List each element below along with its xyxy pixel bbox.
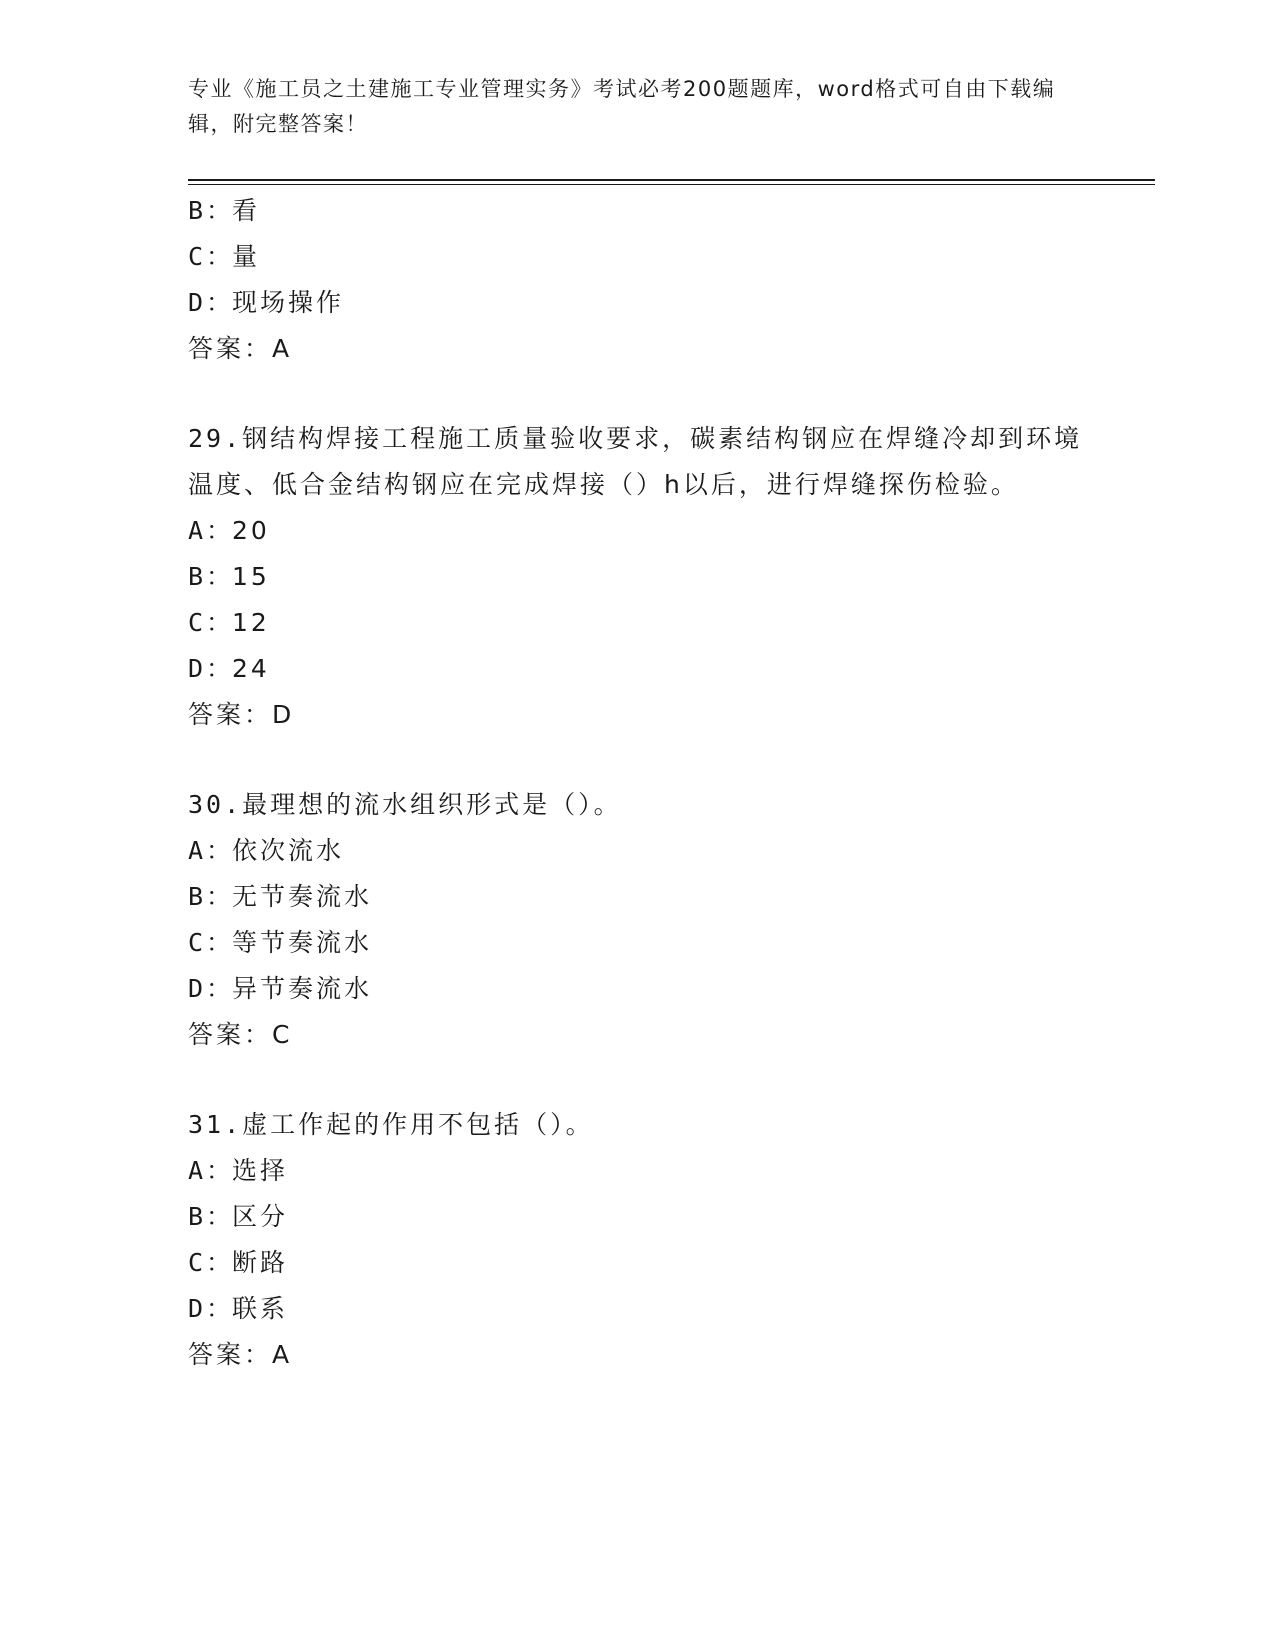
carryover-question <box>188 188 1088 372</box>
option-text: 无节奏流水 <box>232 882 373 911</box>
option-key: C： <box>188 608 235 637</box>
option-row <box>188 280 1088 326</box>
answer-row <box>188 692 1088 738</box>
option-row <box>188 1194 1088 1240</box>
question-text <box>188 1102 1088 1148</box>
option-row <box>188 828 1088 874</box>
option-text: 选择 <box>232 1156 289 1185</box>
option-text: 20 <box>232 516 270 545</box>
option-text: 看 <box>232 196 261 225</box>
option-key: B： <box>188 562 235 591</box>
option-key: B： <box>188 882 235 911</box>
option-key: D： <box>188 1294 235 1323</box>
spacer <box>188 372 1088 416</box>
option-key: B： <box>188 196 235 225</box>
answer-row <box>188 326 1088 372</box>
answer-value: A <box>272 1340 293 1369</box>
header-divider-thin <box>188 184 1155 185</box>
question-text <box>188 416 1088 508</box>
option-row <box>188 554 1088 600</box>
answer-value: A <box>272 334 293 363</box>
answer-row <box>188 1332 1088 1378</box>
option-key: C： <box>188 928 235 957</box>
answer-label: 答案： <box>188 1020 273 1049</box>
option-key: B： <box>188 1202 235 1231</box>
question-29 <box>188 416 1088 738</box>
answer-label: 答案： <box>188 334 273 363</box>
option-text: 等节奏流水 <box>232 928 373 957</box>
option-text: 依次流水 <box>232 836 345 865</box>
option-row <box>188 508 1088 554</box>
spacer <box>188 738 1088 782</box>
option-text: 量 <box>232 242 261 271</box>
option-row <box>188 1148 1088 1194</box>
option-row <box>188 234 1088 280</box>
option-text: 异节奏流水 <box>232 974 373 1003</box>
spacer <box>188 1058 1088 1102</box>
option-row <box>188 874 1088 920</box>
option-text: 24 <box>232 654 270 683</box>
option-row <box>188 920 1088 966</box>
question-list <box>188 188 1088 1378</box>
question-text <box>188 782 1088 828</box>
question-body: 虚工作起的作用不包括（）。 <box>242 1110 594 1139</box>
option-key: C： <box>188 1248 235 1277</box>
option-text: 现场操作 <box>232 288 345 317</box>
answer-label: 答案： <box>188 1340 273 1369</box>
question-number: 29. <box>188 424 243 453</box>
option-text: 联系 <box>232 1294 289 1323</box>
question-31 <box>188 1102 1088 1378</box>
option-text: 12 <box>232 608 270 637</box>
option-key: A： <box>188 1156 235 1185</box>
question-30 <box>188 782 1088 1058</box>
option-key: D： <box>188 288 235 317</box>
option-key: A： <box>188 516 235 545</box>
question-number: 30. <box>188 790 243 819</box>
option-row <box>188 600 1088 646</box>
option-key: D： <box>188 974 235 1003</box>
question-body: 钢结构焊接工程施工质量验收要求，碳素结构钢应在焊缝冷却到环境温度、低合金结构钢应在完成焊接（）h以后，进行焊缝探伤检验。 <box>188 424 1083 499</box>
option-key: D： <box>188 654 235 683</box>
option-text: 15 <box>232 562 270 591</box>
question-number: 31. <box>188 1110 243 1139</box>
option-row <box>188 188 1088 234</box>
option-text: 区分 <box>232 1202 289 1231</box>
option-text: 断路 <box>232 1248 289 1277</box>
answer-label: 答案： <box>188 700 273 729</box>
answer-row <box>188 1012 1088 1058</box>
header-divider-thick <box>188 179 1155 181</box>
option-row <box>188 1286 1088 1332</box>
option-row <box>188 1240 1088 1286</box>
option-key: A： <box>188 836 235 865</box>
option-key: C： <box>188 242 235 271</box>
option-row <box>188 966 1088 1012</box>
answer-value: D <box>272 700 295 729</box>
option-row <box>188 646 1088 692</box>
document-header: 专业《施工员之土建施工专业管理实务》考试必考200题题库，word格式可自由下载编辑，附完整答案！ <box>188 77 1056 136</box>
answer-value: C <box>272 1020 293 1049</box>
question-body: 最理想的流水组织形式是（）。 <box>242 790 622 819</box>
